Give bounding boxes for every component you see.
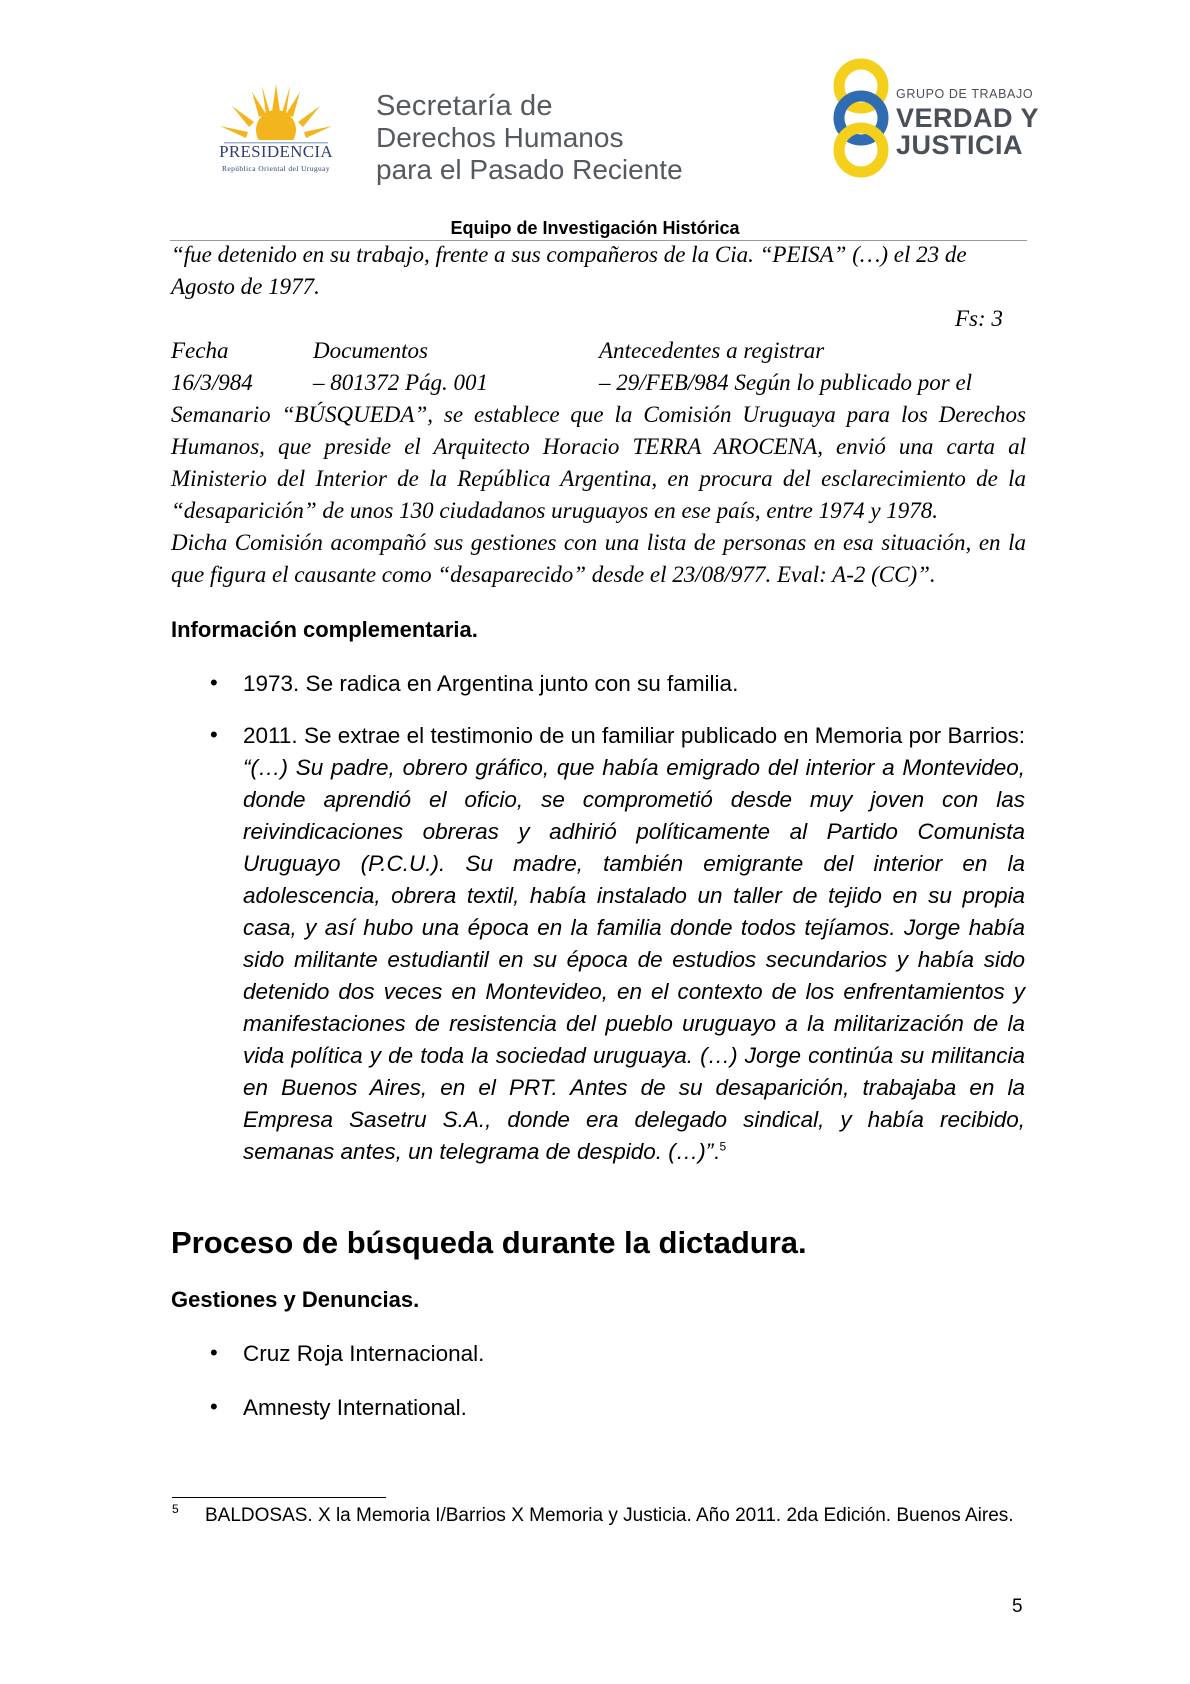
record-antecedent-start: – 29/FEB/984 Según lo publicado por el — [599, 370, 973, 395]
gestiones-item-2: Amnesty International. — [243, 1395, 467, 1420]
team-heading: Equipo de Investigación Histórica — [450, 218, 740, 238]
gestiones-heading: Gestiones y Denuncias. — [171, 1287, 420, 1312]
secretaria-line1: Secretaría de — [376, 90, 553, 122]
secretaria-line3: para el Pasado Reciente — [376, 153, 683, 185]
footnote-text: BALDOSAS. X la Memoria I/Barrios X Memoria y Justicia. Año 2011. 2da Edición. Buenos Aires. — [205, 1505, 1014, 1526]
bullet-icon: • — [210, 722, 218, 747]
footnote-reference[interactable]: 5 — [719, 1139, 727, 1154]
presidencia-subtitle: República Oriental del Uruguay — [221, 164, 330, 173]
page-number: 5 — [1012, 1596, 1023, 1617]
complementaria-item-1: 1973. Se radica en Argentina junto con su familia. — [243, 671, 739, 696]
column-antecedentes: Antecedentes a registrar — [599, 338, 825, 363]
grupo-trabajo-title — [896, 88, 1039, 159]
bullet-icon: • — [210, 670, 218, 695]
record-quote-line2: Agosto de 1977. — [171, 274, 320, 299]
record-document: – 801372 Pág. 001 — [313, 370, 489, 395]
footnote-divider — [172, 1497, 386, 1498]
testimony-intro: 2011. Se extrae el testimonio de un familiar publicado en Memoria por Barrios: — [243, 723, 1025, 748]
record-date: 16/3/984 — [171, 370, 253, 395]
testimony-quote: “(…) Su padre, obrero gráfico, que había emigrado del interior a Montevideo, donde aprendió el oficio, se comprometió desde muy joven con las reivindicaciones obreras y adhirió políticamente al Partido Comunista Uruguayo (P.C.U.). Su madre, también emigrante del interior en la adolescencia, obrera textil, había instalado un taller de tejido en su propia casa, y así hubo una época en la familia donde todos tejíamos. Jorge había sido militante estudiantil en su época de estudios secundarios y había sido detenido dos veces en Montevideo, en el contexto de los enfrentamientos y manifestaciones de resistencia del pueblo uruguayo a la militarización de la vida política y de toda la sociedad uruguaya. (…) Jorge continúa su militancia en Buenos Aires, en el PRT. Antes de su desaparición, trabajaba en la Empresa Sasetru S.A., donde era delegado sindical, y había recibido, semanas antes, un telegrama de despido. (…)” — [243, 755, 1025, 1164]
gestiones-item-1: Cruz Roja Internacional. — [243, 1341, 485, 1366]
bullet-icon: • — [210, 1394, 218, 1419]
bullet-icon: • — [210, 1340, 218, 1365]
testimony-end: . — [713, 1139, 720, 1164]
complementaria-heading: Información complementaria. — [171, 617, 478, 642]
grupo-line1: GRUPO DE TRABAJO — [896, 87, 1034, 101]
footnote-number: 5 — [172, 1502, 179, 1516]
record-quote-line1: “fue detenido en su trabajo, frente a sus compañeros de la Cia. “PEISA” (…) el 23 de — [171, 242, 967, 267]
complementaria-item-2 — [243, 720, 1025, 1168]
presidencia-name: PRESIDENCIA — [219, 142, 333, 161]
record-body: Semanario “BÚSQUEDA”, se establece que la Comisión Uruguaya para los Derechos Humanos, que preside el Arquitecto Horacio TERRA AROCENA, envió una carta al Ministerio del Interior de la República Argentina, en procura del esclarecimiento de la “desaparición” de unos 130 ciudadanos uruguayos en ese país, entre 1974 y 1978. — [171, 402, 1026, 523]
presidencia-logo — [196, 82, 356, 178]
proceso-heading: Proceso de búsqueda durante la dictadura. — [171, 1225, 807, 1260]
grupo-line3: JUSTICIA — [896, 129, 1024, 160]
column-fecha: Fecha — [171, 338, 229, 363]
record-body-2: Dicha Comisión acompañó sus gestiones con una lista de personas en esa situación, en la que figura el causante como “desaparecido” desde el 23/08/977. Eval: A-2 (CC)”. — [171, 530, 1026, 587]
secretaria-line2: Derechos Humanos — [376, 122, 624, 154]
secretaria-title — [376, 90, 683, 185]
column-documentos: Documentos — [313, 338, 428, 363]
folio-number: Fs: 3 — [955, 306, 1003, 331]
grupo-line2: VERDAD Y — [896, 102, 1040, 133]
